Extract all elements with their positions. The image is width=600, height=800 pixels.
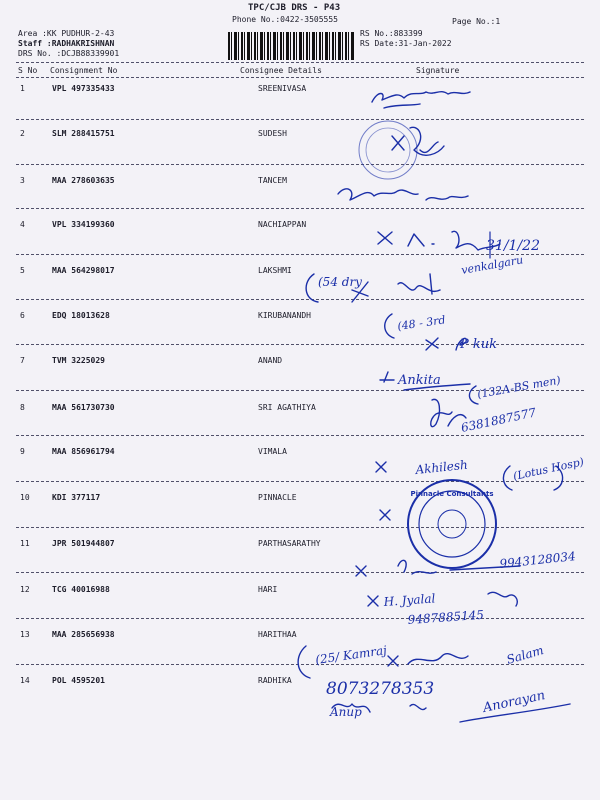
row-consignment-no: VPL 334199360 [52, 220, 115, 229]
stamp-text: Pinnacle Consultants [410, 490, 494, 498]
row-divider [16, 481, 584, 482]
row-consignment-no: JPR 501944807 [52, 539, 115, 548]
row-consignee: LAKSHMI [258, 266, 292, 275]
row-consignment-no: MAA 561730730 [52, 403, 115, 412]
row-consignee: KIRUBANANDH [258, 311, 311, 320]
row-sno: 5 [20, 266, 25, 275]
row-divider [16, 664, 584, 665]
table-row [0, 311, 600, 331]
row-consignee: NACHIAPPAN [258, 220, 307, 229]
row-consignment-no: SLM 288415751 [52, 129, 115, 138]
column-consignee: Consignee Details [240, 66, 322, 75]
signature-13-bracket [298, 646, 310, 678]
column-signature: Signature [416, 66, 460, 75]
row-consignment-no: EDQ 18013628 [52, 311, 110, 320]
row-sno: 2 [20, 129, 25, 138]
handwritten-name: Akhilesh [414, 457, 469, 477]
signature-9-bracket [503, 466, 512, 490]
row-consignee: HARI [258, 585, 278, 594]
handwritten-note: (Lotus Hosp) [511, 455, 586, 483]
table-row [0, 585, 600, 605]
handwritten-name: Salam [504, 643, 546, 667]
row-divider [16, 527, 584, 528]
row-sno: 9 [20, 447, 25, 456]
divider [16, 77, 584, 78]
table-row [0, 129, 600, 149]
row-divider [16, 435, 584, 436]
handwritten-phone: 6381887577 [459, 405, 538, 435]
table-row [0, 676, 600, 696]
row-divider [16, 164, 584, 165]
row-sno: 8 [20, 403, 25, 412]
table-row [0, 630, 600, 650]
signature-14 [332, 704, 426, 712]
staff-label: Staff :RADHAKRISHNAN [18, 39, 115, 48]
row-sno: 1 [20, 84, 25, 93]
row-divider [16, 618, 584, 619]
table-row [0, 403, 600, 423]
handwritten-note: (132A-BS men) [476, 373, 562, 401]
barcode [228, 32, 354, 60]
signature-7-bracket [469, 386, 478, 404]
area-label: Area :KK PUDHUR-2-43 [18, 29, 115, 38]
row-consignment-no: MAA 278603635 [52, 176, 115, 185]
handwritten-note: (48 - 3rd [396, 313, 447, 333]
row-consignment-no: MAA 564298017 [52, 266, 115, 275]
row-consignee: HARITHAA [258, 630, 297, 639]
row-sno: 13 [20, 630, 30, 639]
row-divider [16, 208, 584, 209]
row-consignee: RADHIKA [258, 676, 292, 685]
handwritten-note: (25/ Kamraj [314, 643, 388, 667]
row-sno: 3 [20, 176, 25, 185]
row-consignment-no: TCG 40016988 [52, 585, 110, 594]
row-sno: 12 [20, 585, 30, 594]
table-row [0, 539, 600, 559]
column-sno: S No [18, 66, 38, 75]
row-consignee: VIMALA [258, 447, 287, 456]
handwritten-date: 31/1/22 [486, 238, 540, 254]
row-consignee: TANCEM [258, 176, 287, 185]
table-row [0, 266, 600, 286]
handwritten-name: P kuk [460, 337, 498, 352]
page-number: Page No.:1 [452, 17, 501, 26]
handwritten-phone: 8073278353 [326, 679, 435, 699]
row-sno: 14 [20, 676, 30, 685]
row-consignee: PINNACLE [258, 493, 297, 502]
table-row [0, 220, 600, 240]
table-row [0, 356, 600, 376]
row-divider [16, 572, 584, 573]
row-consignment-no: TVM 3225029 [52, 356, 105, 365]
sheet-title: TPC/CJB DRS - P43 [248, 3, 341, 13]
row-sno: 7 [20, 356, 25, 365]
row-consignment-no: KDI 377117 [52, 493, 101, 502]
row-divider [16, 299, 584, 300]
handwritten-phone: 9487885145 [407, 607, 485, 627]
handwritten-name: Anup [330, 705, 362, 719]
row-sno: 11 [20, 539, 30, 548]
row-divider [16, 390, 584, 391]
row-sno: 4 [20, 220, 25, 229]
row-consignee: ANAND [258, 356, 283, 365]
row-consignee: SRI AGATHIYA [258, 403, 316, 412]
row-consignee: SUDESH [258, 129, 287, 138]
handwritten-name: H. Jyalal [383, 591, 436, 609]
signature-11 [356, 560, 520, 576]
table-row [0, 493, 600, 513]
phone-number: Phone No.:0422-3505555 [232, 15, 338, 24]
signature-9-bracket-close [554, 466, 563, 490]
row-consignment-no: VPL 497335433 [52, 84, 115, 93]
table-row [0, 176, 600, 196]
handwritten-note: (54 dry [318, 275, 362, 289]
column-consignment: Consignment No [50, 66, 118, 75]
handwritten-name: Ankita [398, 373, 441, 388]
table-row [0, 84, 600, 104]
signature-14-underline [460, 704, 570, 722]
row-consignee: PARTHASARATHY [258, 539, 321, 548]
rs-date: RS Date:31-Jan-2022 [360, 39, 452, 48]
row-divider [16, 344, 584, 345]
divider [16, 62, 584, 63]
row-consignee: SREENIVASA [258, 84, 307, 93]
row-consignment-no: MAA 856961794 [52, 447, 115, 456]
row-divider [16, 254, 584, 255]
row-consignment-no: POL 4595201 [52, 676, 105, 685]
row-divider [16, 119, 584, 120]
drs-number: DRS No. :DCJB88339901 [18, 49, 120, 58]
handwritten-name: Anorayan [481, 688, 547, 716]
table-row [0, 447, 600, 467]
row-sno: 6 [20, 311, 25, 320]
handwritten-name: venkalgaru [460, 253, 525, 277]
row-sno: 10 [20, 493, 30, 502]
handwritten-phone: 9943128034 [498, 549, 577, 571]
rs-number: RS No.:883399 [360, 29, 423, 38]
row-consignment-no: MAA 285656938 [52, 630, 115, 639]
